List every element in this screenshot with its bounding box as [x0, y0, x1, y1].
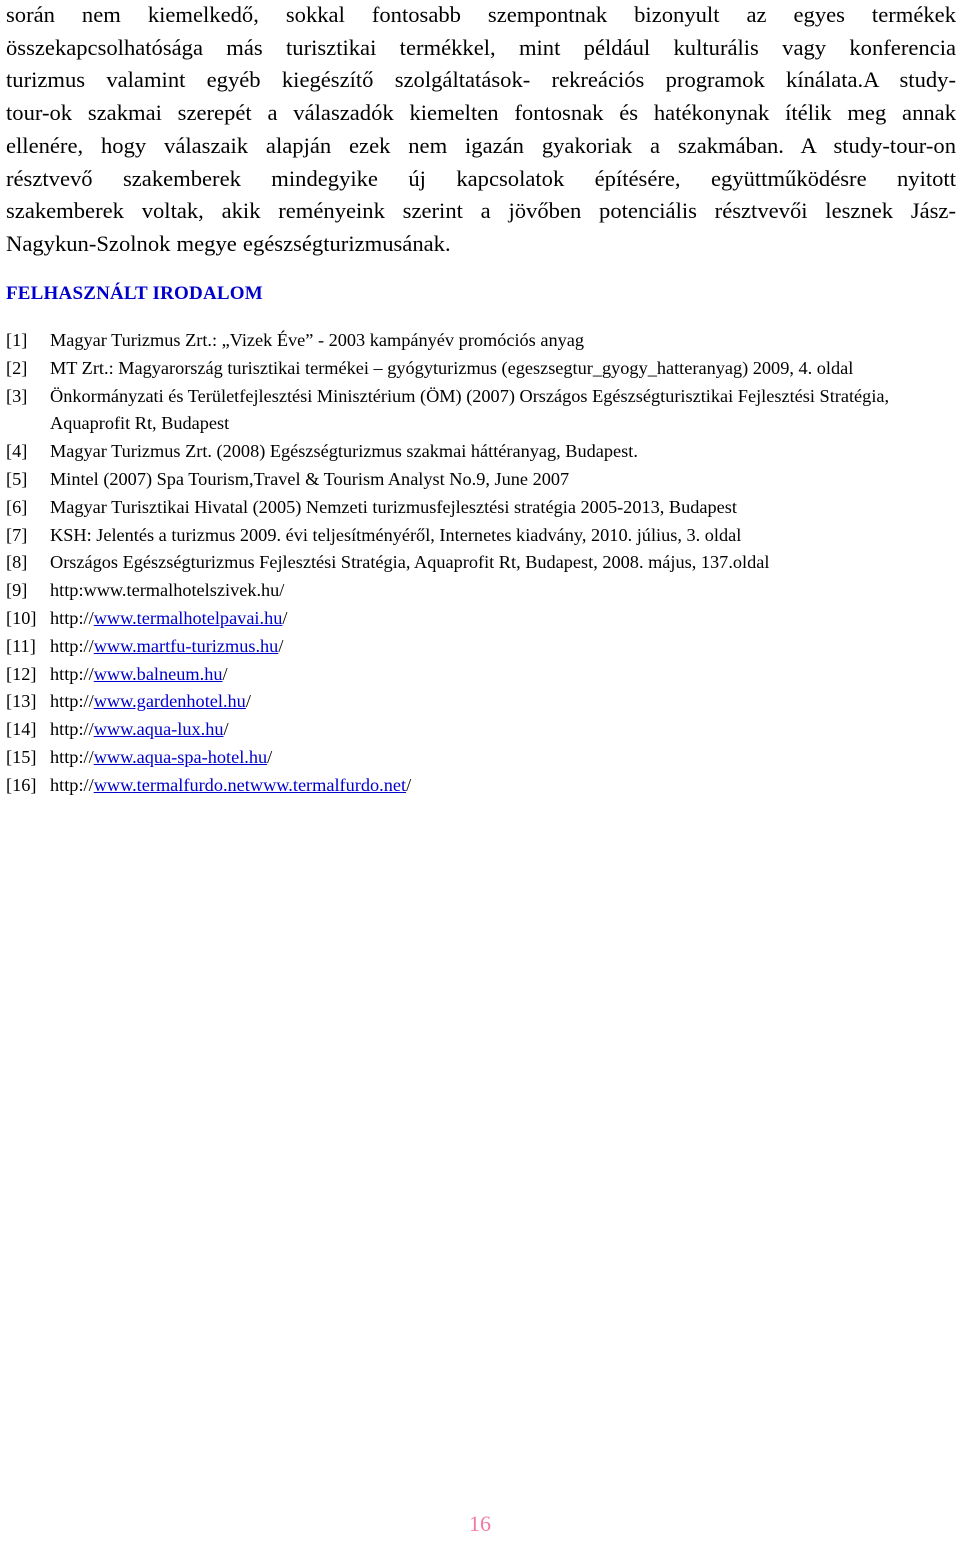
- reference-text-part: Önkormányzati és Területfejlesztési Minisztérium (ÖM) (2007) Országos Egészségturisztikai Fejlesztési Stratégia, Aquaprofit Rt, Budapest: [50, 385, 890, 434]
- reference-text-part: KSH: Jelentés a turizmus 2009. évi teljesítményéről, Internetes kiadvány, 2010. július, 3. oldal: [50, 524, 742, 545]
- reference-number: [11]: [6, 635, 36, 656]
- body-line: turizmus valamint egyéb kiegészítő szolgáltatások- rekreációs programok kínálata.A study-: [6, 67, 956, 93]
- reference-item: [6, 549, 956, 577]
- body-line: résztvevő szakemberek mindegyike új kapcsolatok építésére, együttműködésre nyitott: [6, 165, 956, 191]
- reference-number: [12]: [6, 663, 37, 684]
- reference-link[interactable]: www.balneum.hu: [93, 663, 223, 684]
- reference-item: [6, 688, 956, 716]
- reference-text-part: /: [223, 719, 229, 740]
- reference-text: [50, 327, 956, 355]
- reference-text: [50, 577, 956, 605]
- reference-item: [6, 522, 956, 550]
- reference-link[interactable]: www.termalfurdo.netwww.termalfurdo.net: [93, 774, 407, 795]
- body-line: szakemberek voltak, akik reményeink szerint a jövőben potenciális résztvevői lesznek Jász-: [6, 198, 956, 224]
- reference-text: [50, 772, 956, 800]
- page-number: 16: [469, 1511, 491, 1536]
- reference-text-part: Magyar Turizmus Zrt.: „Vizek Éve” - 2003 kampányév promóciós anyag: [50, 330, 585, 350]
- reference-text: [50, 661, 956, 689]
- reference-item: [6, 661, 956, 689]
- reference-link[interactable]: www.aqua-lux.hu: [93, 719, 224, 740]
- reference-text-part: http://: [50, 774, 94, 795]
- references-heading: FELHASZNÁLT IRODALOM: [6, 283, 263, 304]
- reference-text: [50, 355, 956, 383]
- reference-text: [50, 549, 956, 577]
- body-paragraph: [6, 0, 956, 261]
- reference-number: [15]: [6, 746, 37, 767]
- reference-text: [50, 633, 956, 661]
- reference-number: [16]: [6, 774, 37, 795]
- reference-text: [50, 438, 956, 466]
- reference-item: [6, 772, 956, 800]
- reference-item: [6, 744, 956, 772]
- reference-text-part: /: [267, 746, 273, 767]
- reference-item: [6, 633, 956, 661]
- reference-number: [9]: [6, 580, 28, 601]
- body-line: tour-ok szakmai szerepét a válaszadók kiemelten fontosnak és hatékonynak ítélik meg annak: [6, 100, 956, 126]
- reference-number: [8]: [6, 552, 28, 573]
- reference-item: [6, 605, 956, 633]
- body-line: összekapcsolhatósága más turisztikai termékkel, mint például kulturális vagy konferencia: [6, 34, 956, 60]
- reference-text-part: Mintel (2007) Spa Tourism,Travel & Tourism Analyst No.9, June 2007: [50, 468, 570, 489]
- reference-link[interactable]: www.aqua-spa-hotel.hu: [93, 746, 268, 767]
- reference-number: [5]: [6, 468, 28, 489]
- reference-text-part: http://: [50, 635, 94, 656]
- reference-text-part: http://: [50, 691, 94, 712]
- reference-text: [50, 383, 956, 439]
- body-line: során nem kiemelkedő, sokkal fontosabb szempontnak bizonyult az egyes termékek: [6, 2, 956, 27]
- reference-number: [14]: [6, 719, 37, 740]
- reference-text-part: http://: [50, 663, 94, 684]
- reference-number: [10]: [6, 607, 37, 628]
- reference-text-part: Magyar Turizmus Zrt. (2008) Egészségturizmus szakmai háttéranyag, Budapest.: [50, 441, 638, 462]
- reference-text-part: MT Zrt.: Magyarország turisztikai termékei – gyógyturizmus (egeszsegtur_gyogy_hatteranyag) 2009, 4. oldal: [50, 357, 854, 378]
- reference-link[interactable]: www.gardenhotel.hu: [93, 691, 246, 712]
- reference-item: [6, 466, 956, 494]
- reference-text-part: /: [222, 663, 228, 684]
- reference-text: [50, 688, 956, 716]
- reference-text: [50, 605, 956, 633]
- reference-text: [50, 716, 956, 744]
- reference-text: [50, 494, 956, 522]
- reference-number: [2]: [6, 357, 28, 378]
- reference-text: [50, 744, 956, 772]
- reference-link[interactable]: www.termalhotelpavai.hu: [93, 607, 283, 628]
- reference-text-part: Országos Egészségturizmus Fejlesztési Stratégia, Aquaprofit Rt, Budapest, 2008. május, 137.oldal: [50, 552, 770, 573]
- reference-text-part: http://: [50, 607, 94, 628]
- body-line: Nagykun-Szolnok megye egészségturizmusának.: [6, 230, 451, 256]
- reference-text-part: /: [282, 607, 288, 628]
- reference-number: [6]: [6, 496, 28, 517]
- reference-text: [50, 522, 956, 550]
- reference-text-part: http://: [50, 719, 94, 740]
- reference-item: [6, 716, 956, 744]
- reference-item: [6, 383, 956, 439]
- reference-item: [6, 355, 956, 383]
- reference-text: [50, 466, 956, 494]
- reference-number: [3]: [6, 385, 28, 406]
- reference-number: [1]: [6, 330, 28, 350]
- reference-list: [6, 327, 956, 800]
- reference-link[interactable]: www.martfu-turizmus.hu: [93, 635, 279, 656]
- body-line: ellenére, hogy válaszaik alapján ezek nem igazán gyakoriak a szakmában. A study-tour-on: [6, 132, 956, 158]
- reference-text-part: Magyar Turisztikai Hivatal (2005) Nemzeti turizmusfejlesztési stratégia 2005-2013, Budapest: [50, 496, 737, 517]
- reference-number: [7]: [6, 524, 28, 545]
- reference-text-part: /: [245, 691, 251, 712]
- reference-text-part: /: [278, 635, 284, 656]
- reference-item: [6, 438, 956, 466]
- reference-text-part: http://: [50, 746, 94, 767]
- reference-item: [6, 577, 956, 605]
- reference-text-part: /: [406, 774, 412, 795]
- reference-item: [6, 494, 956, 522]
- reference-number: [13]: [6, 691, 37, 712]
- reference-item: [6, 327, 956, 355]
- reference-text-part: http:www.termalhotelszivek.hu/: [50, 580, 285, 601]
- reference-number: [4]: [6, 441, 28, 462]
